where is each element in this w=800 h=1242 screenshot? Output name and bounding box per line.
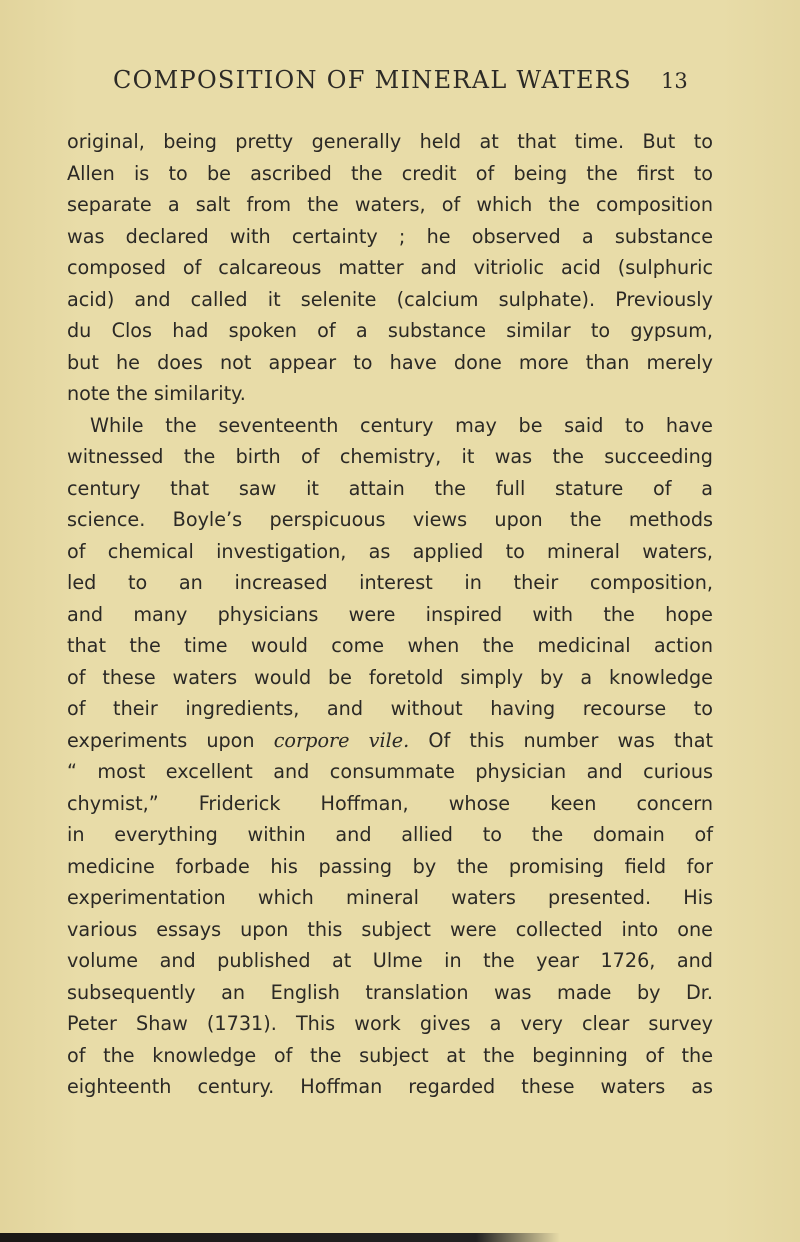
scan-edge-shadow (0, 1233, 560, 1242)
text-line: of their ingredients, and without having recourse to (67, 697, 713, 720)
text-line: of the knowledge of the subject at the beginning of the (67, 1043, 713, 1067)
text-line: “ most excellent and consummate physician and curious (67, 760, 713, 783)
text-line: experiments upon corpore vile. Of this number was that (67, 728, 713, 752)
text-line: original, being pretty generally held at that time. But to (67, 130, 713, 153)
paragraph (67, 410, 713, 1103)
text-line: of chemical investigation, as applied to mineral waters, (67, 539, 713, 563)
running-header (113, 66, 688, 106)
text-line: was declared with certainty ; he observed a substance (67, 224, 713, 248)
text-line: While the seventeenth century may be said to have (90, 413, 713, 437)
text-line: chymist,” Friderick Hoffman, whose keen concern (67, 791, 713, 815)
text-line: experimentation which mineral waters presented. His (67, 886, 713, 909)
text-line: Peter Shaw (1731). This work gives a very clear survey (67, 1012, 713, 1035)
text-line: note the similarity. (67, 382, 246, 405)
text-line: Allen is to be ascribed the credit of being the first to (67, 161, 713, 185)
running-title: COMPOSITION OF MINERAL WATERS (113, 66, 632, 94)
italic-phrase: corpore vile. (273, 728, 410, 752)
text-line: du Clos had spoken of a substance similar to gypsum, (67, 319, 713, 342)
text-line: separate a salt from the waters, of which the composition (67, 193, 713, 216)
text-line: that the time would come when the medicinal action (67, 634, 713, 657)
page-number: 13 (661, 69, 688, 93)
text-line: and many physicians were inspired with the hope (67, 602, 713, 626)
text-line: witnessed the birth of chemistry, it was the succeeding (67, 445, 713, 468)
text-line: acid) and called it selenite (calcium sulphate). Previously (67, 287, 713, 311)
text-line: various essays upon this subject were collected into one (67, 917, 713, 941)
text-line: in everything within and allied to the domain of (67, 823, 713, 846)
body-text (67, 126, 713, 1103)
text-line: century that saw it attain the full stature of a (67, 476, 713, 500)
text-line: subsequently an English translation was made by Dr. (67, 980, 713, 1004)
text-line: composed of calcareous matter and vitriolic acid (sulphuric (67, 256, 713, 279)
text-line: medicine forbade his passing by the promising field for (67, 854, 713, 878)
text-line: of these waters would be foretold simply by a knowledge (67, 665, 713, 689)
text-line: eighteenth century. Hoffman regarded these waters as (67, 1075, 713, 1098)
text-line: science. Boyle’s perspicuous views upon the methods (67, 508, 713, 531)
text-line: but he does not appear to have done more than merely (67, 350, 713, 374)
paragraph (67, 126, 713, 410)
text-line: led to an increased interest in their composition, (67, 571, 713, 594)
text-line: volume and published at Ulme in the year 1726, and (67, 949, 713, 972)
